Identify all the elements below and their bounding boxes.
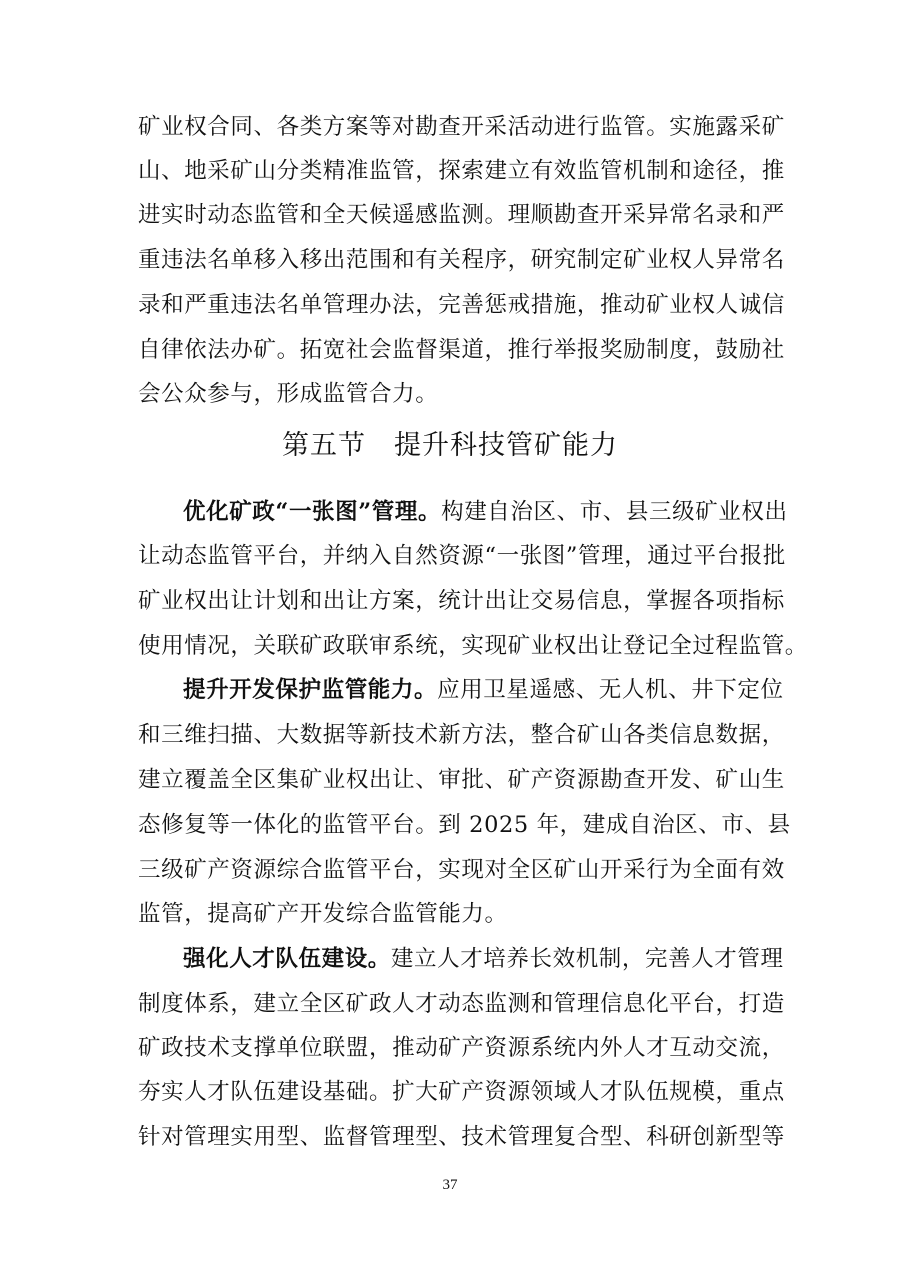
paragraph-4-line-2: 制度体系，建立全区矿政人才动态监测和管理信息化平台，打造: [138, 991, 785, 1017]
paragraph-3-line-3: 建立覆盖全区集矿业权出让、审批、矿产资源勘查开发、矿山生: [138, 767, 785, 793]
paragraph-3-line-4: 态修复等一体化的监管平台。到 2025 年，建成自治区、市、县: [138, 812, 791, 838]
page-number: 37: [442, 1177, 458, 1193]
paragraph-1-line-2: 山、地采矿山分类精准监管，探索建立有效监管机制和途径，推: [138, 158, 785, 184]
paragraph-3-lead: 提升开发保护监管能力。: [183, 677, 438, 703]
paragraph-4-line-1: 建立人才培养长效机制，完善人才管理: [390, 946, 784, 972]
paragraph-1-line-5: 录和严重违法名单管理办法，完善惩戒措施，推动矿业权人诚信: [138, 292, 785, 318]
paragraph-3-line-5: 三级矿产资源综合监管平台，实现对全区矿山开采行为全面有效: [138, 857, 785, 883]
paragraph-3-first-line: [183, 675, 784, 705]
paragraph-1-line-3: 进实时动态监管和全天候遥感监测。理顺勘查开采异常名录和严: [138, 202, 785, 228]
paragraph-3-line-2: 和三维扫描、大数据等新技术新方法，整合矿山各类信息数据，: [138, 722, 785, 748]
paragraph-1-line-4: 重违法名单移入移出范围和有关程序，研究制定矿业权人异常名: [138, 247, 785, 273]
paragraph-2-line-4: 使用情况，关联矿政联审系统，实现矿业权出让登记全过程监管。: [138, 633, 808, 659]
section-heading: 第五节 提升科技管矿能力: [282, 430, 618, 461]
paragraph-2-first-line: [183, 497, 788, 527]
paragraph-2-line-2: 让动态监管平台，并纳入自然资源“一张图”管理，通过平台报批: [138, 543, 786, 569]
paragraph-3-line-6: 监管，提高矿产开发综合监管能力。: [138, 901, 508, 927]
paragraph-1-line-6: 自律依法办矿。拓宽社会监督渠道，推行举报奖励制度，鼓励社: [138, 337, 785, 363]
paragraph-4-line-4: 夯实人才队伍建设基础。扩大矿产资源领域人才队伍规模，重点: [138, 1079, 785, 1105]
paragraph-2-line-1: 构建自治区、市、县三级矿业权出: [441, 499, 788, 525]
paragraph-4-line-5: 针对管理实用型、监督管理型、技术管理复合型、科研创新型等: [138, 1124, 785, 1150]
paragraph-4-lead: 强化人才队伍建设。: [183, 946, 391, 972]
paragraph-1-line-1: 矿业权合同、各类方案等对勘查开采活动进行监管。实施露采矿: [138, 114, 785, 140]
paragraph-2-lead: 优化矿政“一张图”管理。: [183, 499, 442, 525]
paragraph-4-first-line: [183, 944, 784, 974]
paragraph-1-line-7: 会公众参与，形成监管合力。: [138, 381, 439, 407]
paragraph-2-line-3: 矿业权出让计划和出让方案，统计出让交易信息，掌握各项指标: [138, 588, 785, 614]
paragraph-3-line-1: 应用卫星遥感、无人机、井下定位: [437, 677, 784, 703]
paragraph-4-line-3: 矿政技术支撑单位联盟，推动矿产资源系统内外人才互动交流，: [138, 1035, 785, 1061]
